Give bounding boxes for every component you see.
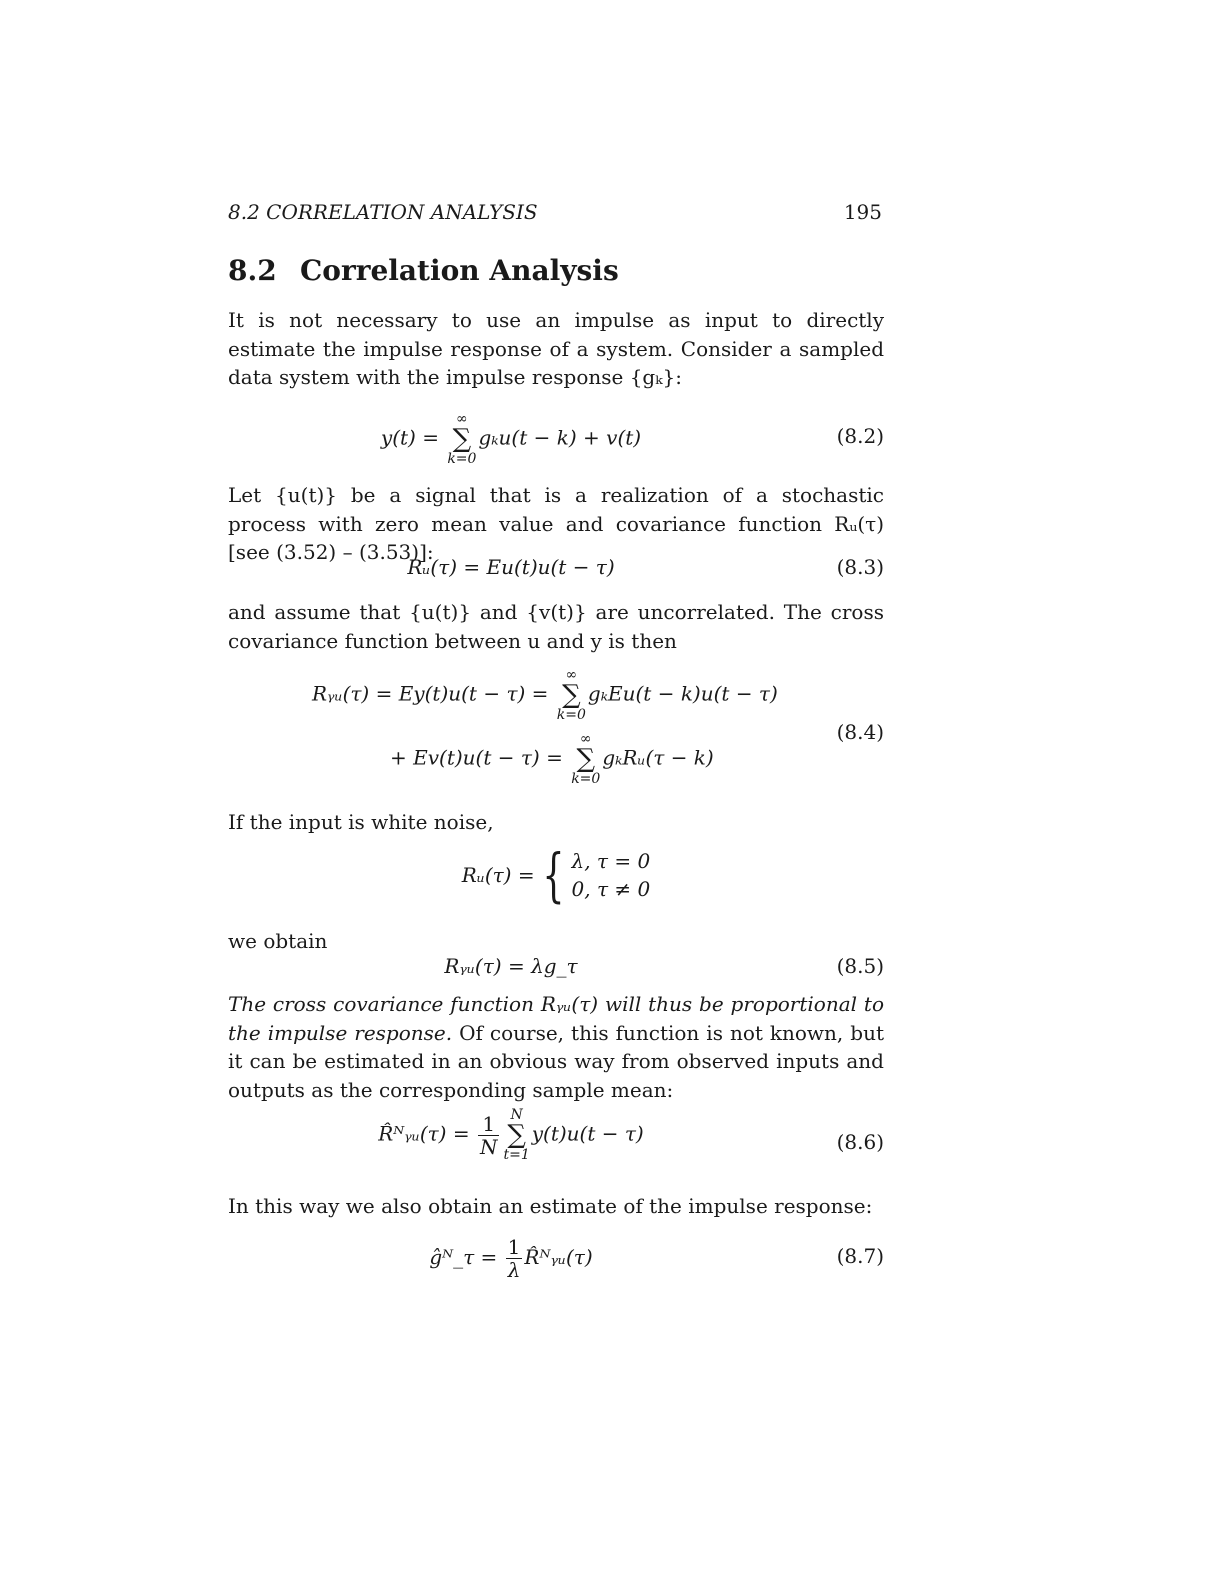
section-number: 8.2 [228, 254, 277, 287]
equation-8-5 [228, 954, 884, 984]
page-number: 195 [843, 200, 882, 224]
cases [572, 847, 651, 903]
equation-8-5-body: Rᵧᵤ(τ) = λg_τ [444, 954, 578, 978]
equation-8-6 [228, 1108, 884, 1180]
equation-8-3 [228, 555, 884, 585]
sum-lower-limit: k=0 [447, 451, 477, 467]
white-noise-lhs: Rᵤ(τ) = [461, 863, 535, 887]
equation-8-4-line1 [312, 668, 794, 722]
fraction: $\frac{1}{\lambda}$ [507, 1235, 521, 1282]
equation-number: (8.7) [836, 1244, 884, 1268]
equation-8-7-body [228, 1236, 794, 1281]
equation-number: (8.2) [836, 424, 884, 448]
paragraph-we-obtain: we obtain [228, 929, 328, 953]
italic-statement: The cross covariance function Rᵧᵤ(τ) will thus be proportional to the impulse response. [228, 992, 884, 1045]
paragraph-estimate: In this way we also obtain an estimate of the impulse response: [228, 1194, 873, 1218]
paragraph-proportional [228, 990, 884, 1104]
running-title: 8.2 CORRELATION ANALYSIS [228, 200, 538, 224]
section-heading [228, 254, 619, 287]
running-head [228, 200, 882, 228]
case-2: 0, τ ≠ 0 [571, 877, 651, 901]
summation-symbol: ∞ ∑ k=0 [556, 667, 586, 723]
equation-number: (8.4) [836, 720, 884, 744]
eq84-line2-lhs: + Ev(t)u(t − τ) = [390, 745, 570, 770]
equation-8-7 [228, 1236, 884, 1288]
equation-white-noise [228, 841, 884, 912]
paragraph-uncorrelated: and assume that {u(t)} and {v(t)} are uncorrelated. The cross covariance function between u and y is then [228, 600, 884, 653]
equation-8-6-body [228, 1108, 794, 1162]
equation-number: (8.3) [836, 555, 884, 579]
white-noise-body [228, 841, 884, 909]
eq84-line1-rhs: gₖEu(t − k)u(t − τ) [587, 681, 778, 706]
eq87-rhs: R̂ᴺᵧᵤ(τ) [524, 1245, 593, 1269]
left-brace: { [541, 841, 565, 909]
paragraph-white-noise: If the input is white noise, [228, 810, 494, 834]
equation-number: (8.5) [836, 954, 884, 978]
summation-symbol: ∞ ∑ k=0 [571, 731, 601, 787]
fraction: $\frac{1}{N}$ [479, 1111, 498, 1159]
sum-upper-limit: ∞ [456, 411, 468, 427]
eq84-line2-rhs: gₖRᵤ(τ − k) [602, 745, 714, 770]
paragraph-signal: Let {u(t)} be a signal that is a realization of a stochastic process with zero mean value and covariance function Rᵤ(τ) [see (3.52) – (3.53)]: [228, 483, 884, 564]
eq84-line1-lhs: Rᵧᵤ(τ) = Ey(t)u(t − τ) = [312, 681, 555, 706]
equation-8-3-body: Rᵤ(τ) = Eu(t)u(t − τ) [407, 555, 615, 579]
eq86-lhs: R̂ᴺᵧᵤ(τ) = [378, 1121, 476, 1146]
eq82-rhs: gₖu(t − k) + v(t) [478, 425, 642, 450]
summation-symbol: N ∑ t=1 [503, 1107, 530, 1163]
eq87-lhs: ĝᴺ_τ = [429, 1245, 504, 1269]
paragraph-intro: It is not necessary to use an impulse as input to directly estimate the impulse response of a system. Consider a sampled data system with the impulse response {gₖ}: [228, 308, 884, 389]
summation-symbol: ∞ ∑ k=0 [447, 411, 477, 467]
section-title: Correlation Analysis [300, 254, 619, 287]
case-1: λ, τ = 0 [571, 849, 651, 873]
equation-8-2-body [228, 412, 794, 466]
equation-8-4-line2 [390, 732, 794, 786]
paragraph-continuation: Of course, this function is not known, but it can be estimated in an obvious way from observed inputs and outputs as the corresponding sample mean: [228, 1020, 884, 1102]
equation-8-4 [228, 668, 884, 798]
eq86-rhs: y(t)u(t − τ) [531, 1121, 644, 1146]
equation-number: (8.6) [836, 1130, 884, 1154]
eq82-lhs: y(t) = [380, 425, 446, 450]
equation-8-2 [228, 412, 884, 474]
